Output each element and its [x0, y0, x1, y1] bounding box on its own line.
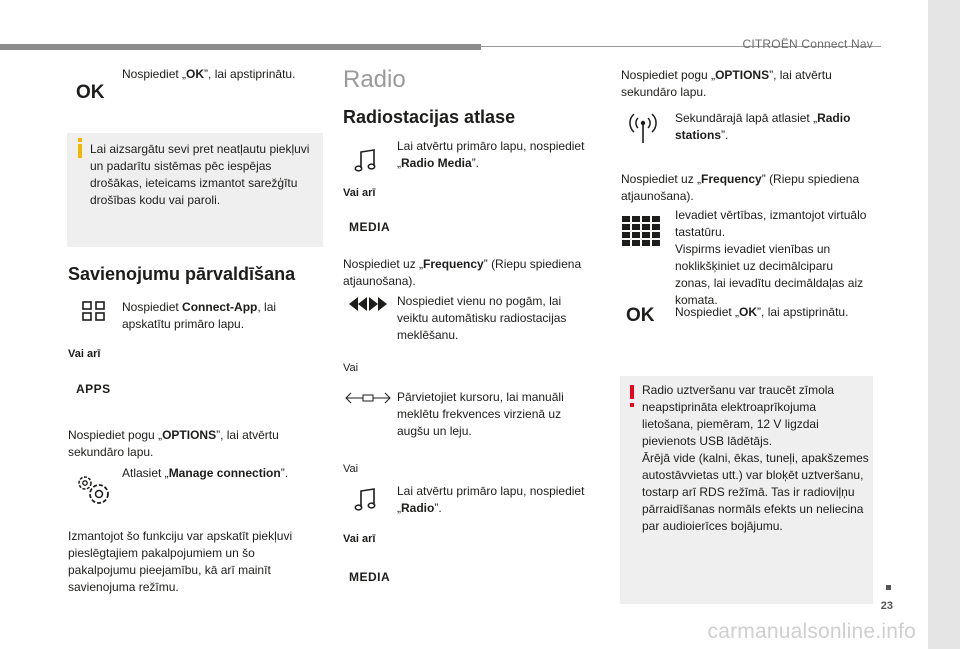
ok-instruction: Nospiediet „OK”, lai apstiprinātu. [122, 67, 296, 81]
media-key-label: MEDIA [349, 570, 391, 584]
page-number: 23 [880, 600, 893, 612]
or-label: Vai arī [68, 348, 101, 360]
connections-paragraph: Izmantojot šo funkciju var apskatīt piekļuvi pieslēgtajiem pakalpojumiem un šo pakalpojumu pieejamību, kā arī mainīt savienojuma režīmu. [68, 529, 293, 594]
watermark: carmanualsonline.info [707, 620, 916, 643]
chapter-title: Radio [343, 66, 406, 93]
page-edge-strip [928, 0, 960, 649]
ok-key-label: OK [626, 305, 655, 326]
seek-arrows-icon [348, 296, 388, 317]
or-short-label: Vai [343, 463, 359, 475]
stations-instruction: Sekundārajā lapā atlasiet „Radio stations”. [675, 111, 851, 142]
manage-instruction: Atlasiet „Manage connection”. [122, 466, 289, 480]
continue-marker [886, 585, 891, 590]
options-instruction: Nospiediet pogu „OPTIONS”, lai atvērtu sekundāro lapu. [68, 428, 279, 459]
options-instruction: Nospiediet pogu „OPTIONS”, lai atvērtu sekundāro lapu. [621, 68, 832, 99]
seek-instruction: Nospiediet vienu no pogām, lai veiktu automātisku radiostacijas meklēšanu. [397, 294, 567, 342]
or-label: Vai arī [343, 187, 376, 199]
or-label: Vai arī [343, 533, 376, 545]
info-text: Lai aizsargātu sevi pret neatļautu piekļuvi un padarītu sistēmas pēc iespējas drošākas, ieteicams izmantot sarežģītu drošības kodu vai paroli. [90, 142, 310, 207]
warning-text: Radio uztveršanu var traucēt zīmola neapstiprināta elektroaprīkojuma lietošana, piemēram, 12 V ligzdai pievienots USB lādētājs. Ārējā vide (kalni, ēkas, tuneļi, apakšzemes autostāvvietas utt.) var bloķēt uztveršanu, tostarp arī RDS režīmā. Tas ir radioviļņu pārraidīšanas normāls efekts un neliecina par audioierīces bojājumu. [642, 383, 869, 533]
media-key-label: MEDIA [349, 220, 391, 234]
frequency-instruction: Nospiediet uz „Frequency” (Riepu spiediena atjaunošana). [343, 257, 582, 288]
radio-antenna-icon [628, 112, 658, 149]
keypad-icon [622, 216, 662, 251]
header-rule [0, 44, 481, 50]
keypad-instruction: Ievadiet vērtības, izmantojot virtuālo tastatūru. Vispirms ievadiet vienības un noklikšķiniet uz decimālciparu zonas, lai ievadītu decimāldaļas aiz komata. [675, 208, 867, 307]
frequency-slider-icon [345, 391, 391, 409]
music-note-icon [354, 148, 378, 179]
slider-instruction: Pārvietojiet kursoru, lai manuāli meklētu frekvences virzienā uz augšu un leju. [397, 390, 564, 438]
settings-gears-icon [74, 472, 112, 511]
apps-instruction: Nospiediet Connect-App, lai apskatītu primāro lapu. [122, 300, 277, 331]
apps-grid-icon [82, 301, 106, 326]
radio-media-instruction: Lai atvērtu primāro lapu, nospiediet „Radio Media”. [397, 139, 585, 170]
frequency-instruction: Nospiediet uz „Frequency” (Riepu spiediena atjaunošana). [621, 172, 860, 203]
ok-key-label: OK [76, 82, 105, 103]
music-note-icon [354, 487, 378, 518]
section-heading-connections: Savienojumu pārvaldīšana [68, 264, 296, 284]
warning-icon [630, 385, 634, 399]
or-short-label: Vai [343, 362, 359, 374]
section-heading-station-select: Radiostacijas atlase [343, 107, 516, 127]
info-icon [78, 144, 82, 158]
ok-instruction: Nospiediet „OK”, lai apstiprinātu. [675, 305, 849, 319]
radio-instruction: Lai atvērtu primāro lapu, nospiediet „Radio”. [397, 484, 585, 515]
brand-title: CITROËN Connect Nav [742, 37, 873, 51]
apps-key-label: APPS [76, 382, 111, 396]
